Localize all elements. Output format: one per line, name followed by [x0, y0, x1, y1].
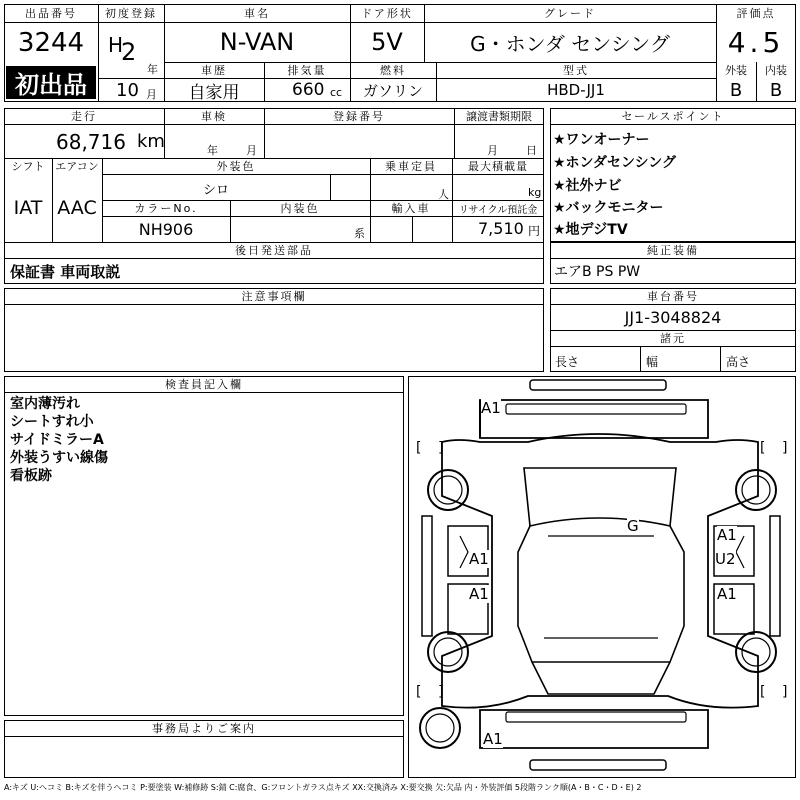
bracket-open: [ [760, 440, 766, 456]
vehicle-diagram [408, 376, 796, 778]
spec-title: 諸元 [660, 332, 686, 345]
damage-mark: A1 [717, 526, 737, 544]
lot-no-label: 出品番号 [25, 7, 77, 20]
interior-grade: B [769, 79, 783, 101]
inspection-year-unit: 年 [207, 144, 218, 157]
history-label: 車歴 [201, 64, 227, 77]
fuel-label: 燃料 [380, 64, 406, 77]
damage-mark: A1 [717, 585, 737, 603]
interior-color-label: 内装色 [280, 202, 320, 215]
year-unit: 年 [147, 63, 158, 76]
ac-label: エアコン [55, 160, 99, 173]
door-label: ドア形状 [361, 7, 413, 20]
sales-point-item: ★バックモニター [553, 200, 664, 216]
color-no: NH906 [138, 219, 194, 239]
later-parts-title: 後日発送部品 [235, 244, 313, 257]
history: 自家用 [188, 82, 240, 103]
spec-length: 長さ [555, 355, 580, 369]
sales-point-item: ★地デジTV [553, 222, 628, 238]
km-unit: km [137, 131, 165, 152]
inspector-note: シートすれ小 [10, 414, 94, 430]
lot-no: 3244 [17, 28, 85, 58]
model-code: HBD-JJ1 [547, 81, 605, 99]
score-label: 評価点 [736, 7, 776, 20]
damage-mark: A1 [469, 550, 489, 568]
yen-unit: 円 [528, 224, 541, 238]
ac: AAC [57, 197, 97, 219]
damage-mark: G [627, 517, 639, 535]
inspector-note: 室内薄汚れ [10, 396, 80, 412]
cc-unit: cc [330, 86, 343, 99]
chassis-title: 車台番号 [647, 290, 699, 303]
import-label: 輸入車 [391, 202, 431, 215]
office-title: 事務局よりご案内 [152, 722, 256, 735]
spec-height: 高さ [726, 355, 751, 369]
displacement: 660 [292, 80, 325, 100]
door-type: 5V [371, 28, 403, 56]
first-listing-text: 初出品 [15, 71, 87, 99]
damage-mark: A1 [481, 399, 501, 417]
inspection-label: 車検 [201, 110, 227, 123]
grade-label: グレード [544, 7, 596, 20]
era-year: 2 [121, 38, 137, 66]
sales-points-title: セールスポイント [621, 110, 725, 123]
inspector-title: 検査員記入欄 [165, 378, 243, 391]
grade: G・ホンダ センシング [470, 31, 670, 56]
person-unit: 人 [438, 188, 449, 201]
color-no-label: カラーNo. [134, 202, 198, 215]
bracket-open: [ [416, 440, 422, 456]
bracket-close: ] [438, 440, 444, 456]
exterior-color-label: 外装色 [216, 160, 256, 173]
month-unit: 月 [146, 88, 157, 101]
bracket-open: [ [416, 684, 422, 700]
damage-mark: U2 [715, 550, 736, 568]
car-name-label: 車名 [244, 7, 270, 20]
recycle-label: リサイクル預託金 [458, 204, 538, 216]
fuel: ガソリン [362, 81, 423, 100]
standard-equipment-title: 純正装備 [647, 244, 699, 257]
sales-point-item: ★ワンオーナー [553, 132, 650, 148]
kg-unit: kg [528, 186, 542, 199]
bracket-close: ] [782, 440, 788, 456]
exterior-color: シロ [202, 182, 229, 198]
mileage: 68,716 [56, 130, 126, 154]
interior-grade-label: 内装 [765, 64, 787, 77]
score: 4.5 [727, 25, 785, 59]
sales-point-item: ★ホンダセンシング [553, 155, 677, 171]
bracket-close: ] [782, 684, 788, 700]
mileage-label: 走行 [71, 110, 97, 123]
first-reg-label: 初度登録 [105, 7, 157, 20]
shift: IAT [13, 197, 43, 219]
damage-mark: A1 [469, 585, 489, 603]
interior-suffix: 系 [354, 227, 365, 240]
displacement-label: 排気量 [287, 64, 327, 77]
model-label: 型式 [563, 64, 589, 77]
first-listing-badge [6, 66, 96, 99]
load-label: 最大積載量 [468, 160, 528, 173]
transfer-month-unit: 月 [487, 144, 498, 157]
transfer-label: 譲渡書類期限 [466, 110, 532, 123]
recycle-amount: 7,510 [478, 219, 524, 238]
bracket-close: ] [438, 684, 444, 700]
later-parts-text: 保証書 車両取説 [10, 263, 121, 281]
reg-month: 10 [116, 80, 139, 101]
legend: A:キズ U:ヘコミ B:キズを伴うヘコミ P:要塗装 W:補修跡 S:錆 C:腐食、G:フロントガラス点キズ XX:交換済み X:要交換 欠:欠品 内・外装評価 5段階ランク順(A・B・C・D・E) 2 [4, 783, 642, 792]
exterior-grade: B [729, 79, 743, 101]
plate-label: 登録番号 [333, 110, 385, 123]
car-name: N-VAN [219, 28, 295, 56]
inspector-note: 外装うすい線傷 [10, 450, 108, 466]
transfer-day-unit: 日 [526, 144, 537, 157]
bracket-open: [ [760, 684, 766, 700]
era: H [108, 33, 124, 57]
sales-point-item: ★社外ナビ [553, 178, 622, 194]
exterior-grade-label: 外装 [725, 64, 747, 77]
shift-label: シフト [11, 160, 45, 173]
inspector-note: サイドミラーA [10, 432, 104, 448]
spec-width: 幅 [646, 355, 659, 369]
standard-equipment-text: エアB PS PW [554, 264, 641, 280]
inspector-note: 看板跡 [10, 468, 52, 484]
inspection-month-unit: 月 [246, 144, 257, 157]
capacity-label: 乗車定員 [385, 160, 437, 173]
notes-title: 注意事項欄 [241, 290, 307, 303]
damage-mark: A1 [483, 730, 503, 748]
chassis-number: JJ1-3048824 [624, 307, 722, 327]
